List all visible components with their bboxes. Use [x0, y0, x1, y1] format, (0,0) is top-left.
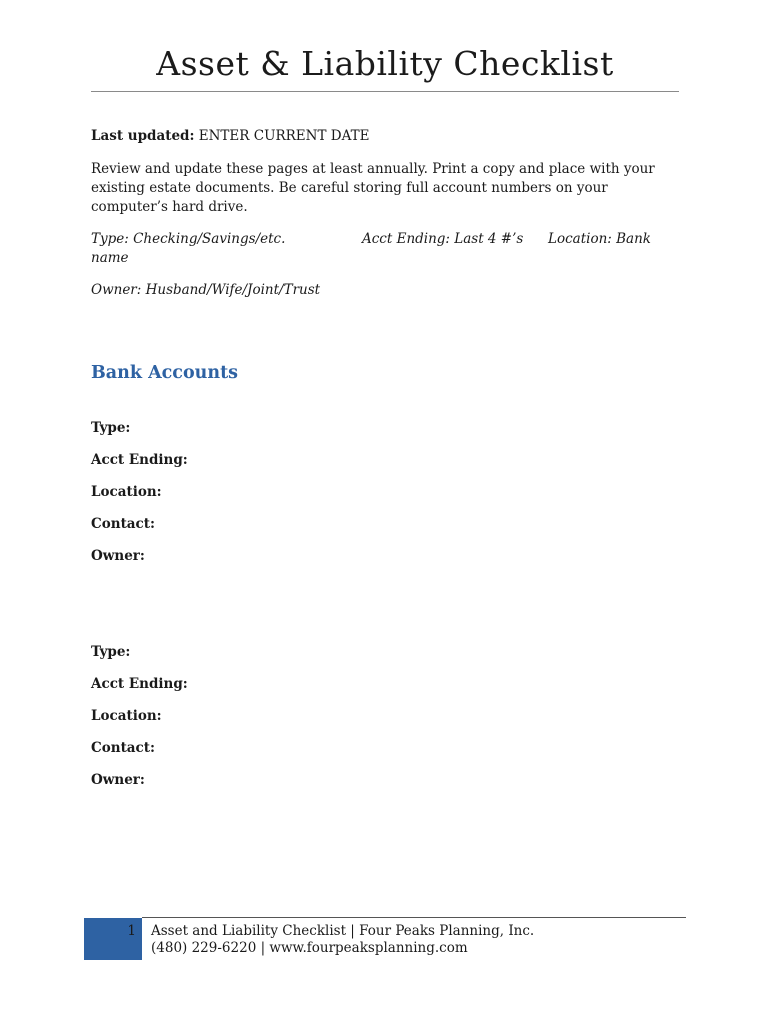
- entry-2-acct-ending: Acct Ending:: [91, 676, 188, 692]
- legend-location: Location: Bank: [548, 231, 651, 247]
- entry-1-acct-ending: Acct Ending:: [91, 452, 188, 468]
- footer-page-block: [84, 918, 142, 960]
- footer-page-number: 1: [127, 923, 136, 939]
- intro-paragraph: [91, 160, 681, 217]
- intro-line: computer’s hard drive.: [91, 199, 248, 215]
- footer-line-1: Asset and Liability Checklist | Four Peaks Planning, Inc.: [151, 923, 535, 939]
- section-heading-bank-accounts: Bank Accounts: [91, 363, 239, 383]
- last-updated-label: Last updated:: [91, 128, 195, 144]
- entry-2-owner: Owner:: [91, 772, 145, 788]
- entry-2-location: Location:: [91, 708, 162, 724]
- title-divider: [91, 91, 679, 92]
- entry-1-type: Type:: [91, 420, 131, 436]
- footer-text: [151, 923, 534, 957]
- entry-1-contact: Contact:: [91, 516, 155, 532]
- entry-1-location: Location:: [91, 484, 162, 500]
- document-title: Asset & Liability Checklist: [156, 44, 614, 83]
- legend-acct: Acct Ending: Last 4 #’s: [362, 231, 524, 247]
- legend-type-line1: Type: Checking/Savings/etc.: [91, 231, 286, 247]
- last-updated-value: ENTER CURRENT DATE: [194, 128, 370, 144]
- entry-1-owner: Owner:: [91, 548, 145, 564]
- legend-type-line2: name: [91, 250, 129, 266]
- intro-line: existing estate documents. Be careful storing full account numbers on your: [91, 180, 608, 196]
- last-updated: [91, 128, 369, 144]
- legend-type: [91, 230, 311, 268]
- footer-line-2: (480) 229-6220 | www.fourpeaksplanning.com: [151, 940, 468, 956]
- entry-2-type: Type:: [91, 644, 131, 660]
- footer-divider: [142, 917, 686, 918]
- intro-line: Review and update these pages at least annually. Print a copy and place with your: [91, 161, 655, 177]
- legend-owner: Owner: Husband/Wife/Joint/Trust: [91, 282, 321, 298]
- entry-2-contact: Contact:: [91, 740, 155, 756]
